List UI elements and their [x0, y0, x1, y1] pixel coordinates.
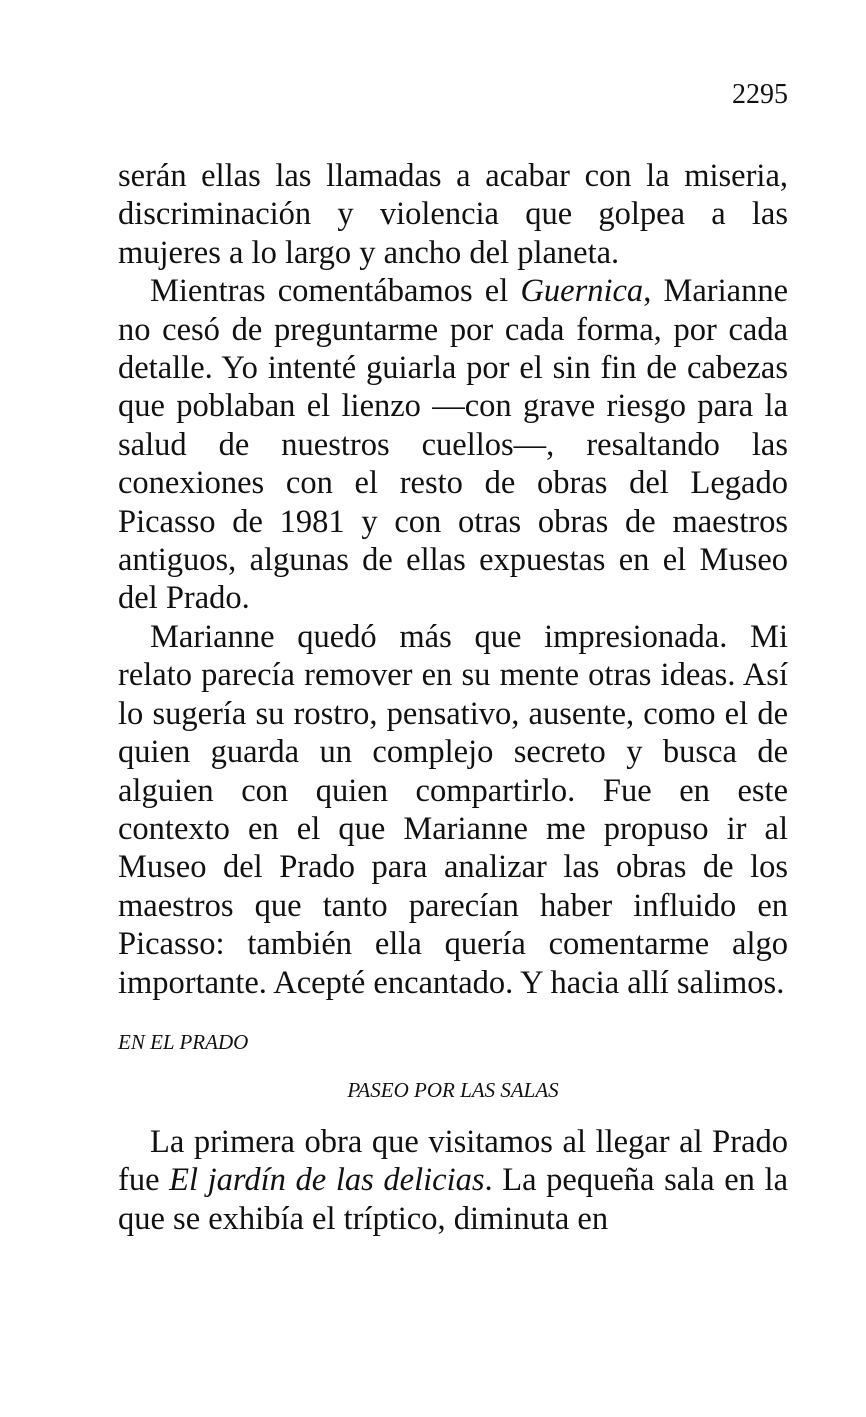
paragraph-2 — [118, 272, 788, 618]
artwork-title-jardin: El jardín de las delicias — [169, 1162, 485, 1199]
page-number: 2295 — [732, 79, 788, 110]
subsection-heading: PASEO POR LAS SALAS — [347, 1077, 559, 1102]
body-text — [118, 157, 788, 1238]
artwork-title-guernica: Guernica — [520, 273, 644, 310]
paragraph-2-rest: , Marianne no cesó de preguntarme por cada forma, por cada detalle. Yo intenté guiarla por el sin fin de cabezas que poblaban el lienzo —con grave riesgo para la salud de nuestros cuellos—, resaltando las conexiones con el resto de obras del Legado Picasso de 1981 y con otras obras de maestros antiguos, algunas de ellas expuestas en el Museo del Prado. — [118, 273, 789, 617]
paragraph-4-start: La primera obra que visitamos al llegar al Prado fue — [118, 1123, 788, 1199]
paragraph-2-start: Mientras comentábamos el — [150, 273, 521, 310]
paragraph-3: Marianne quedó más que impresionada. Mi relato parecía remover en su mente otras ideas. Así lo sugería su rostro, pensativo, ausente, como el de quien guarda un complejo secreto y busca de alguien con quien compartirlo. Fue en este contexto en el que Marianne me propuso ir al Museo del Prado para analizar las obras de los maestros que tanto parecían haber influido en Picasso: también ella quería comentarme algo importante. Acepté encantado. Y hacia allí salimos. — [118, 618, 788, 1001]
section-heading: EN EL PRADO — [118, 1029, 249, 1054]
paragraph-4 — [118, 1123, 788, 1238]
paragraph-4-rest: . La pequeña sala en la que se exhibía el tríptico, diminuta en — [118, 1162, 788, 1237]
paragraph-1: serán ellas las llamadas a acabar con la miseria, discriminación y violencia que golpea a las mujeres a lo largo y ancho del planeta. — [118, 158, 788, 271]
